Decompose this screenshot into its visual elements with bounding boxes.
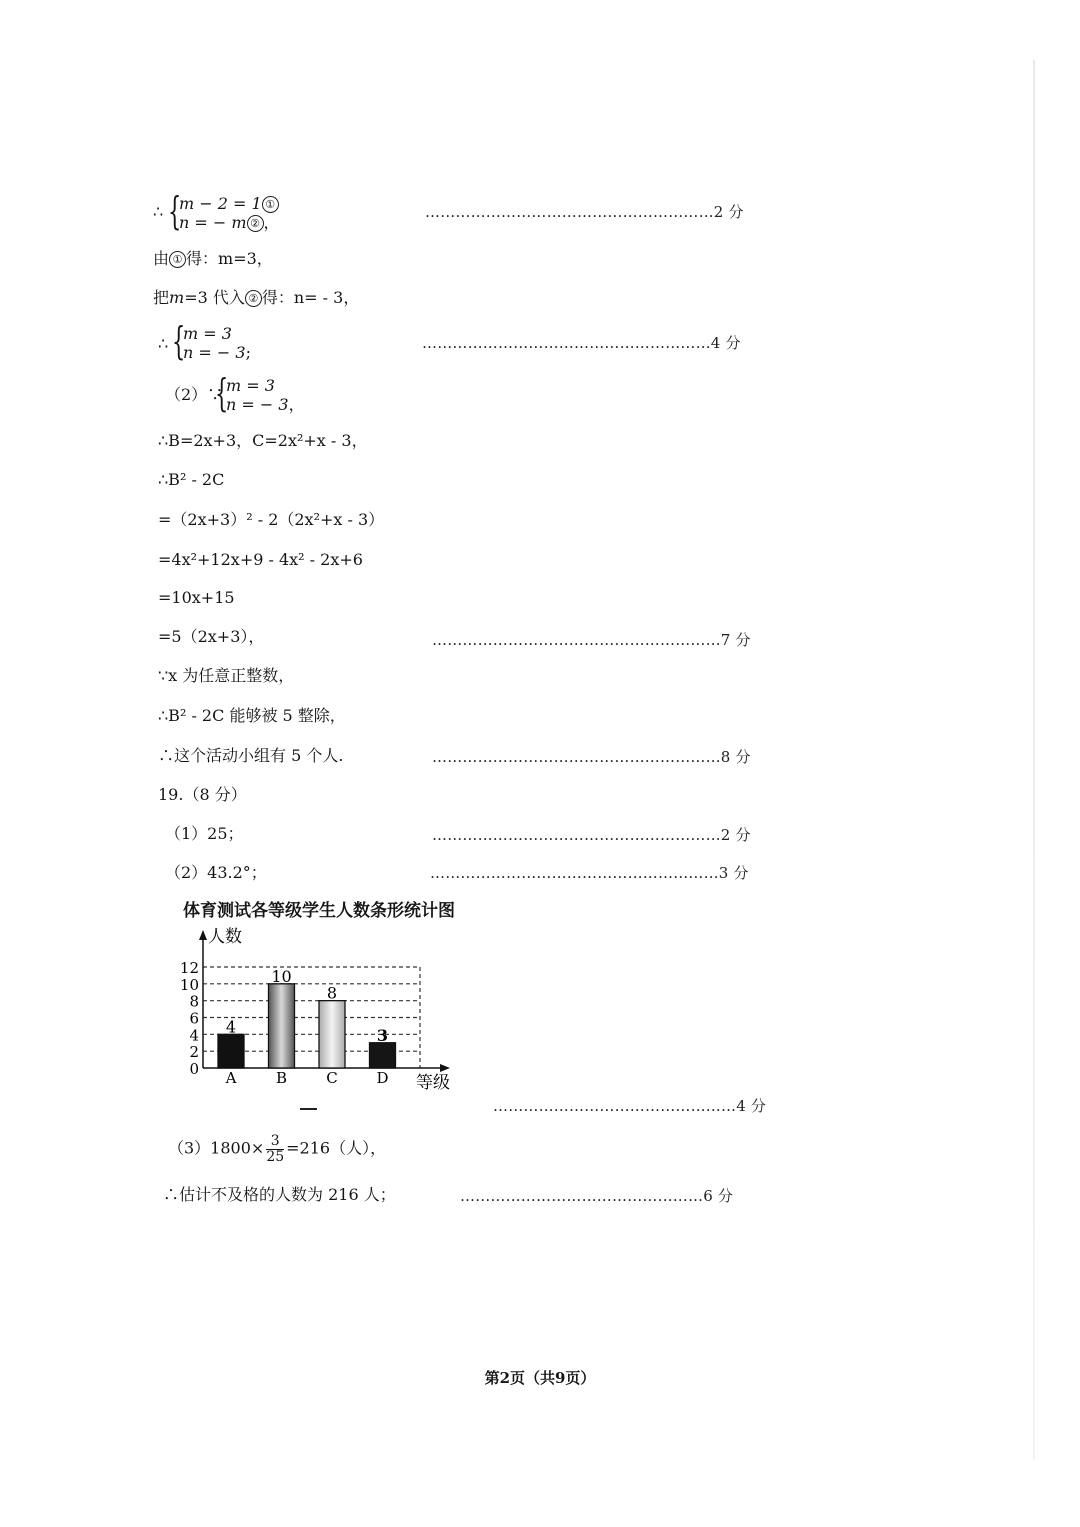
therefore-symbol-1: ∴ xyxy=(153,202,164,221)
x-positive-integer: ∵x 为任意正整数， xyxy=(158,666,295,685)
substitute-line: 把m=3 代入 ② 得：n= - 3， xyxy=(153,288,360,307)
part2-prefix: （2）∵ xyxy=(165,385,224,404)
brace-2: { xyxy=(172,319,186,363)
therefore-symbol-2: ∴ xyxy=(158,334,169,353)
sys3-row1: m = 3 xyxy=(226,376,275,395)
sys2-row1: m = 3 xyxy=(183,324,232,343)
equation-system-1: m − 2 = 1 ① n = − m ② ， xyxy=(179,194,280,233)
y-axis-arrow-icon xyxy=(199,930,207,940)
x-axis-label: 等级 xyxy=(416,1073,450,1093)
brace-1: { xyxy=(168,189,182,233)
circled-2-icon: ② xyxy=(245,290,262,307)
brace-3: { xyxy=(215,371,229,415)
simplified-result: =10x+15 xyxy=(158,588,235,607)
x-tick-A: A xyxy=(225,1069,237,1087)
estimate-conclusion: ∴估计不及格的人数为 216 人； xyxy=(163,1185,396,1204)
dash-mark xyxy=(300,1108,317,1110)
score-6-points: …………………………………………6 分 xyxy=(460,1187,734,1205)
circled-2-icon: ② xyxy=(247,215,264,232)
bar-A xyxy=(218,1034,244,1068)
q19-part2-answer: （2）43.2°； xyxy=(165,863,267,882)
score-2-points: …………………………………………………2 分 xyxy=(425,203,744,221)
question-19-heading: 19.（8 分） xyxy=(158,785,247,804)
score-2-points-q19: …………………………………………………2 分 xyxy=(432,826,751,844)
x-axis-arrow-icon xyxy=(440,1064,450,1072)
solve-m-line: 由 ① 得：m=3， xyxy=(153,249,273,268)
bar-B xyxy=(269,984,295,1068)
score-7-points: …………………………………………………7 分 xyxy=(432,631,751,649)
y-tick-10: 10 xyxy=(179,975,199,994)
x-tick-C: C xyxy=(326,1069,338,1087)
page-edge-line xyxy=(1033,60,1035,1460)
equation-system-3: m = 3 n = − 3， xyxy=(226,376,305,415)
bar-chart xyxy=(170,920,470,1095)
group-size-conclusion: ∴这个活动小组有 5 个人. xyxy=(158,746,344,765)
x-tick-D: D xyxy=(376,1069,389,1087)
q19-part1-answer: （1）25； xyxy=(165,824,244,843)
equation-system-2: m = 3 n = − 3; xyxy=(183,324,251,363)
fraction-3-over-25: $\frac{3}{25}$ xyxy=(266,1133,285,1165)
page-footer: 第2页（共9页） xyxy=(484,1369,596,1387)
factored-result: =5（2x+3）， xyxy=(158,627,265,646)
circled-1-icon: ① xyxy=(262,196,279,213)
sys2-row2: n = − 3 xyxy=(183,343,246,363)
q19-part3-answer: （3）1800× $\frac{3}{25}$ =216（人）， xyxy=(168,1133,387,1165)
score-3-points: …………………………………………………3 分 xyxy=(430,864,749,882)
sys1-row1: m − 2 = 1 xyxy=(179,194,262,213)
bar-D xyxy=(370,1043,396,1068)
score-8-points: …………………………………………………8 分 xyxy=(432,748,751,766)
y-tick-12: 12 xyxy=(179,959,199,977)
data-label-A: 4 xyxy=(225,1017,237,1037)
y-tick-0: 0 xyxy=(189,1060,199,1078)
y-tick-8: 8 xyxy=(189,992,199,1011)
score-4-points-chart: …………………………………………4 分 xyxy=(493,1097,767,1115)
b2-minus-2c: ∴B² - 2C xyxy=(158,470,225,489)
sys1-row2: n = − m xyxy=(179,213,247,233)
data-label-C: 8 xyxy=(326,983,338,1003)
chart-title: 体育测试各等级学生人数条形统计图 xyxy=(183,901,455,921)
data-label-D: 3 xyxy=(376,1025,389,1045)
b-c-expressions: ∴B=2x+3，C=2x²+x - 3， xyxy=(158,431,368,450)
y-tick-6: 6 xyxy=(189,1009,199,1028)
score-4-points: …………………………………………………4 分 xyxy=(422,334,741,352)
x-tick-B: B xyxy=(275,1069,288,1087)
divisible-by-5: ∴B² - 2C 能够被 5 整除， xyxy=(158,706,346,725)
data-label-B: 10 xyxy=(271,966,292,986)
y-tick-2: 2 xyxy=(189,1043,199,1062)
circled-1-icon: ① xyxy=(169,251,186,268)
y-axis-label: 人数 xyxy=(208,927,242,947)
sys3-row2: n = − 3 xyxy=(226,395,289,415)
expansion-step-2: =4x²+12x+9 - 4x² - 2x+6 xyxy=(158,550,363,569)
bar-C xyxy=(319,1001,345,1068)
expansion-step-1: =（2x+3）² - 2（2x²+x - 3） xyxy=(158,510,385,529)
y-tick-4: 4 xyxy=(189,1026,199,1045)
